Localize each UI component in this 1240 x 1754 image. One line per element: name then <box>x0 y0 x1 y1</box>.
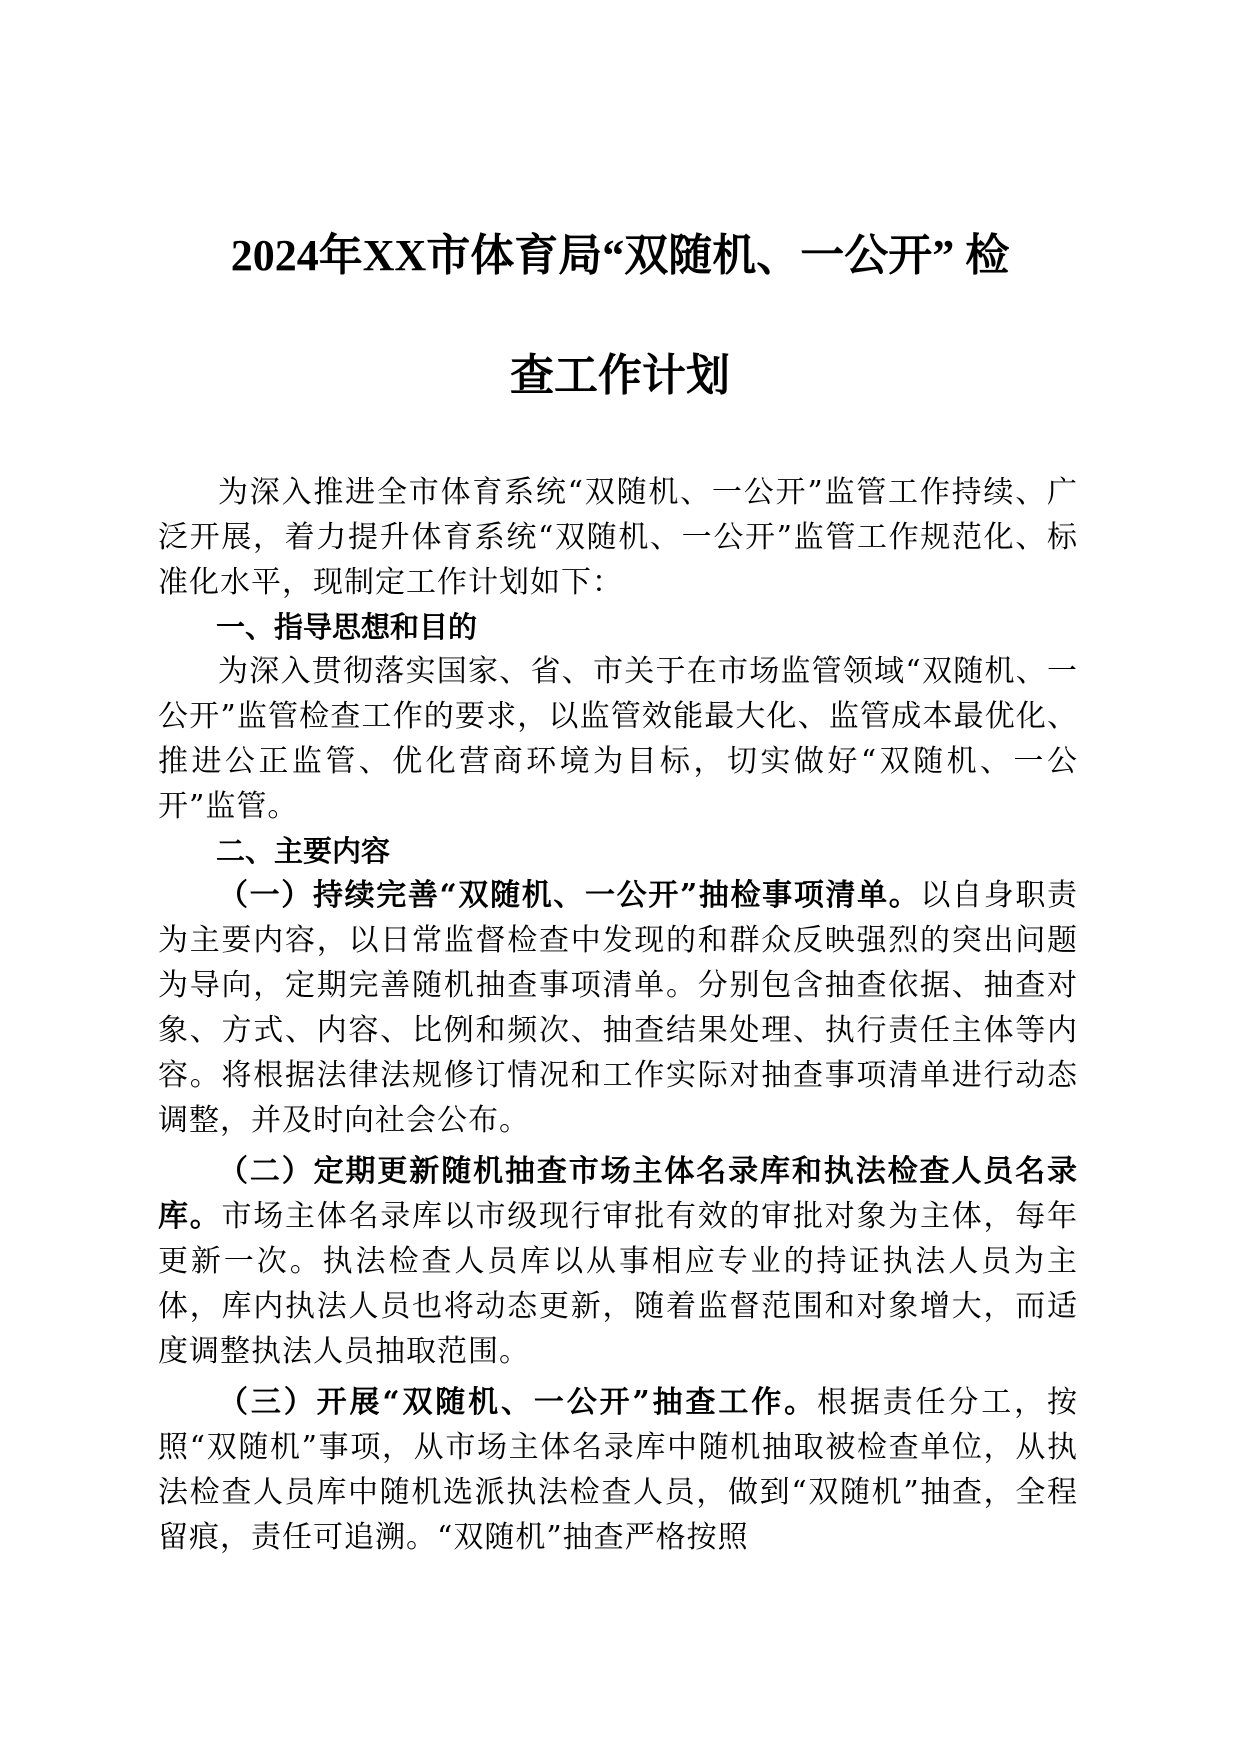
document-title-line-2: 查工作计划 <box>510 351 730 400</box>
item-3-lead: （三）开展“双随机、一公开”抽查工作。 <box>218 1385 817 1420</box>
item-1-text: 以自身职责为主要内容，以日常监督检查中发现的和群众反映强烈的突出问题为导向，定期完善随机抽查事项清单。分别包含抽查依据、抽查对象、方式、内容、比例和频次、抽查结果处理、执行责任主体等内容。将根据法律法规修订情况和工作实际对抽查事项清单进行动态调整，并及时向社会公布。 <box>158 878 1078 1138</box>
section-2-item-2 <box>158 1149 1078 1374</box>
intro-paragraph: 为深入推进全市体育系统“双随机、一公开”监管工作持续、广泛开展，着力提升体育系统“双随机、一公开”监管工作规范化、标准化水平，现制定工作计划如下： <box>158 475 1078 600</box>
section-1-heading: 一、指导思想和目的 <box>216 610 478 644</box>
document-body <box>158 470 1078 1560</box>
document-title-line-1: 2024年XX市体育局“双随机、一公开” 检 <box>230 231 1010 280</box>
item-1-lead: （一）持续完善“双随机、一公开”抽检事项清单。 <box>218 878 921 913</box>
item-2-text: 市场主体名录库以市级现行审批有效的审批对象为主体，每年更新一次。执法检查人员库以从事相应专业的持证执法人员为主体，库内执法人员也将动态更新，随着监督范围和对象增大，而适度调整执法人员抽取范围。 <box>158 1199 1078 1369</box>
section-1-paragraph: 为深入贯彻落实国家、省、市关于在市场监管领域“双随机、一公开”监管检查工作的要求，以监管效能最大化、监管成本最优化、推进公正监管、优化营商环境为目标，切实做好“双随机、一公开”监管。 <box>158 654 1078 824</box>
section-2-item-3 <box>158 1380 1078 1560</box>
item-3-text: 根据责任分工，按照“双随机”事项，从市场主体名录库中随机抽取被检查单位，从执法检查人员库中随机选派执法检查人员，做到“双随机”抽查，全程留痕，责任可追溯。“双随机”抽查严格按照 <box>158 1385 1079 1555</box>
section-2-heading: 二、主要内容 <box>216 834 391 868</box>
item-2-lead: （二）定期更新随机抽查市场主体名录库和执法检查人员名录库。 <box>158 1154 1078 1234</box>
section-2-item-1 <box>158 873 1078 1143</box>
